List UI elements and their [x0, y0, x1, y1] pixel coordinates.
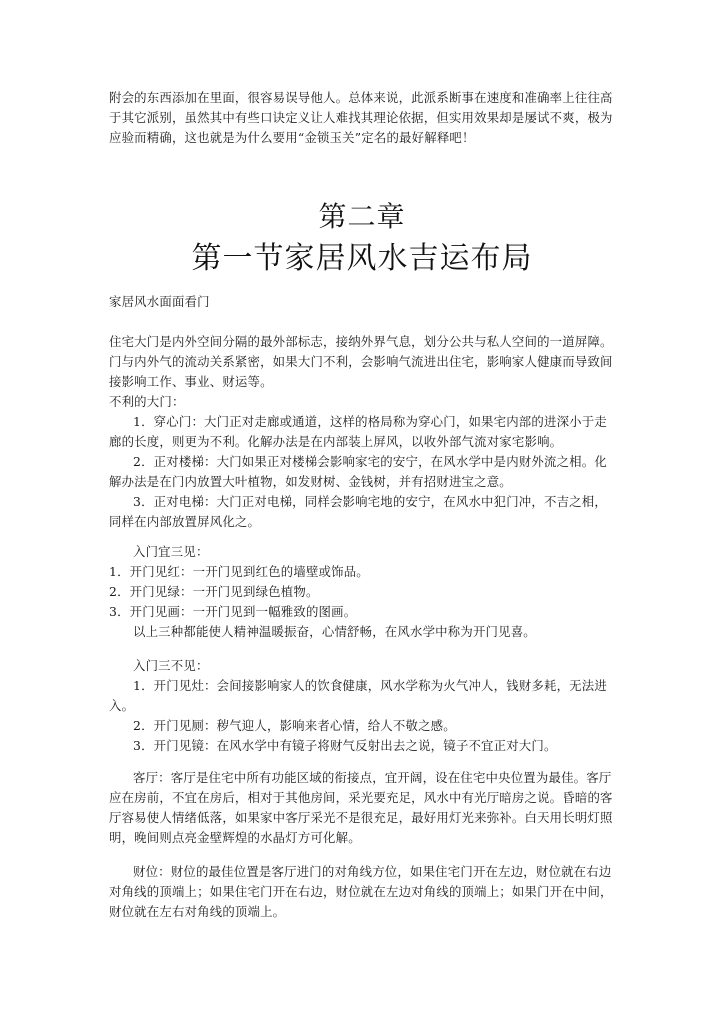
list-item: 2．开门见绿：一开门见到绿色植物。 [109, 584, 319, 599]
subtitle-text: 家居风水面面看门 [109, 294, 210, 309]
living-room-paragraph [109, 768, 615, 848]
text-line: 不利的大门： [109, 394, 185, 409]
three-see-section [109, 542, 615, 642]
list-item: 2．正对楼梯：大门如果正对楼梯会影响家宅的安宁，在风水学中是内财外流之相。化 [133, 454, 607, 469]
section-heading: 入门宜三见： [133, 544, 209, 559]
text-line: 对角线的顶端上；如果住宅门开在右边，财位就在左边对角线的顶端上；如果门开在中间， [109, 884, 613, 899]
text-line: 客厅：客厅是住宅中所有功能区域的衔接点，宜开阔，设在住宅中央位置为最佳。客厅 [133, 770, 612, 785]
door-intro-paragraph [109, 332, 615, 532]
text-line: 明，晚间则点亮金壁辉煌的水晶灯方可化解。 [109, 830, 361, 845]
text-line: 财位：财位的最佳位置是客厅进门的对角线方位，如果住宅门开在左边，财位就在右边 [133, 864, 612, 879]
section-title: 第一节家居风水吉运布局 [191, 241, 533, 276]
summary-text: 以上三种都能使人精神温暖振奋，心情舒畅，在风水学中称为开门见喜。 [133, 624, 536, 639]
text-line: 应验而精确，这也就是为什么要用“金锁玉关”定名的最好解释吧！ [109, 130, 475, 145]
text-line: 厅容易使人情绪低落，如果家中客厅采光不是很充足，最好用灯光来弥补。白天用长明灯照 [109, 810, 613, 825]
list-item-continuation: 入。 [109, 698, 135, 713]
three-not-see-section [109, 656, 615, 756]
list-item-continuation: 同样在内部放置屏风化之。 [109, 514, 261, 529]
text-line: 门与内外气的流动关系紧密，如果大门不利，会影响气流进出住宅，影响家人健康而导致间 [109, 354, 613, 369]
list-item-continuation: 解办法是在门内放置大叶植物，如发财树、金钱树，并有招财进宝之意。 [109, 474, 512, 489]
text-line: 于其它派别，虽然其中有些口诀定义让人难找其理论依据，但实用效果却是屡试不爽，极为 [109, 110, 613, 125]
subtitle [109, 292, 615, 312]
list-item: 3．正对电梯：大门正对电梯，同样会影响宅地的安宁，在风水中犯门冲，不吉之相， [133, 494, 607, 509]
intro-paragraph [109, 88, 615, 148]
list-item: 1．穿心门：大门正对走廊或通道，这样的格局称为穿心门，如果宅内部的进深小于走 [133, 414, 607, 429]
list-item: 3．开门见镜：在风水学中有镜子将财气反射出去之说，镜子不宜正对大门。 [133, 738, 557, 753]
text-line: 应在房前，不宜在房后，相对于其他房间，采光要充足，风水中有光厅暗房之说。昏暗的客 [109, 790, 613, 805]
list-item: 3．开门见画：一开门见到一幅雅致的图画。 [109, 604, 357, 619]
text-line: 附会的东西添加在里面，很容易误导他人。总体来说，此派系断事在速度和准确率上往往高 [109, 90, 613, 105]
list-item: 2．开门见厕：秽气迎人，影响来者心情，给人不敬之感。 [133, 718, 456, 733]
text-line: 财位就在左右对角线的顶端上。 [109, 904, 286, 919]
list-item-continuation: 廊的长度，则更为不利。化解办法是在内部装上屏风，以收外部气流对家宅影响。 [109, 434, 563, 449]
text-line: 住宅大门是内外空间分隔的最外部标志，接纳外界气息，划分公共与私人空间的一道屏障。 [109, 334, 613, 349]
wealth-position-paragraph [109, 862, 615, 922]
text-line: 接影响工作、事业、财运等。 [109, 374, 273, 389]
list-item: 1．开门见红：一开门见到红色的墙壁或饰品。 [109, 564, 369, 579]
list-item: 1．开门见灶：会间接影响家人的饮食健康，风水学称为火气冲人，钱财多耗，无法进 [133, 678, 607, 693]
chapter-title: 第二章 [318, 200, 406, 233]
section-heading: 入门三不见： [133, 658, 209, 673]
